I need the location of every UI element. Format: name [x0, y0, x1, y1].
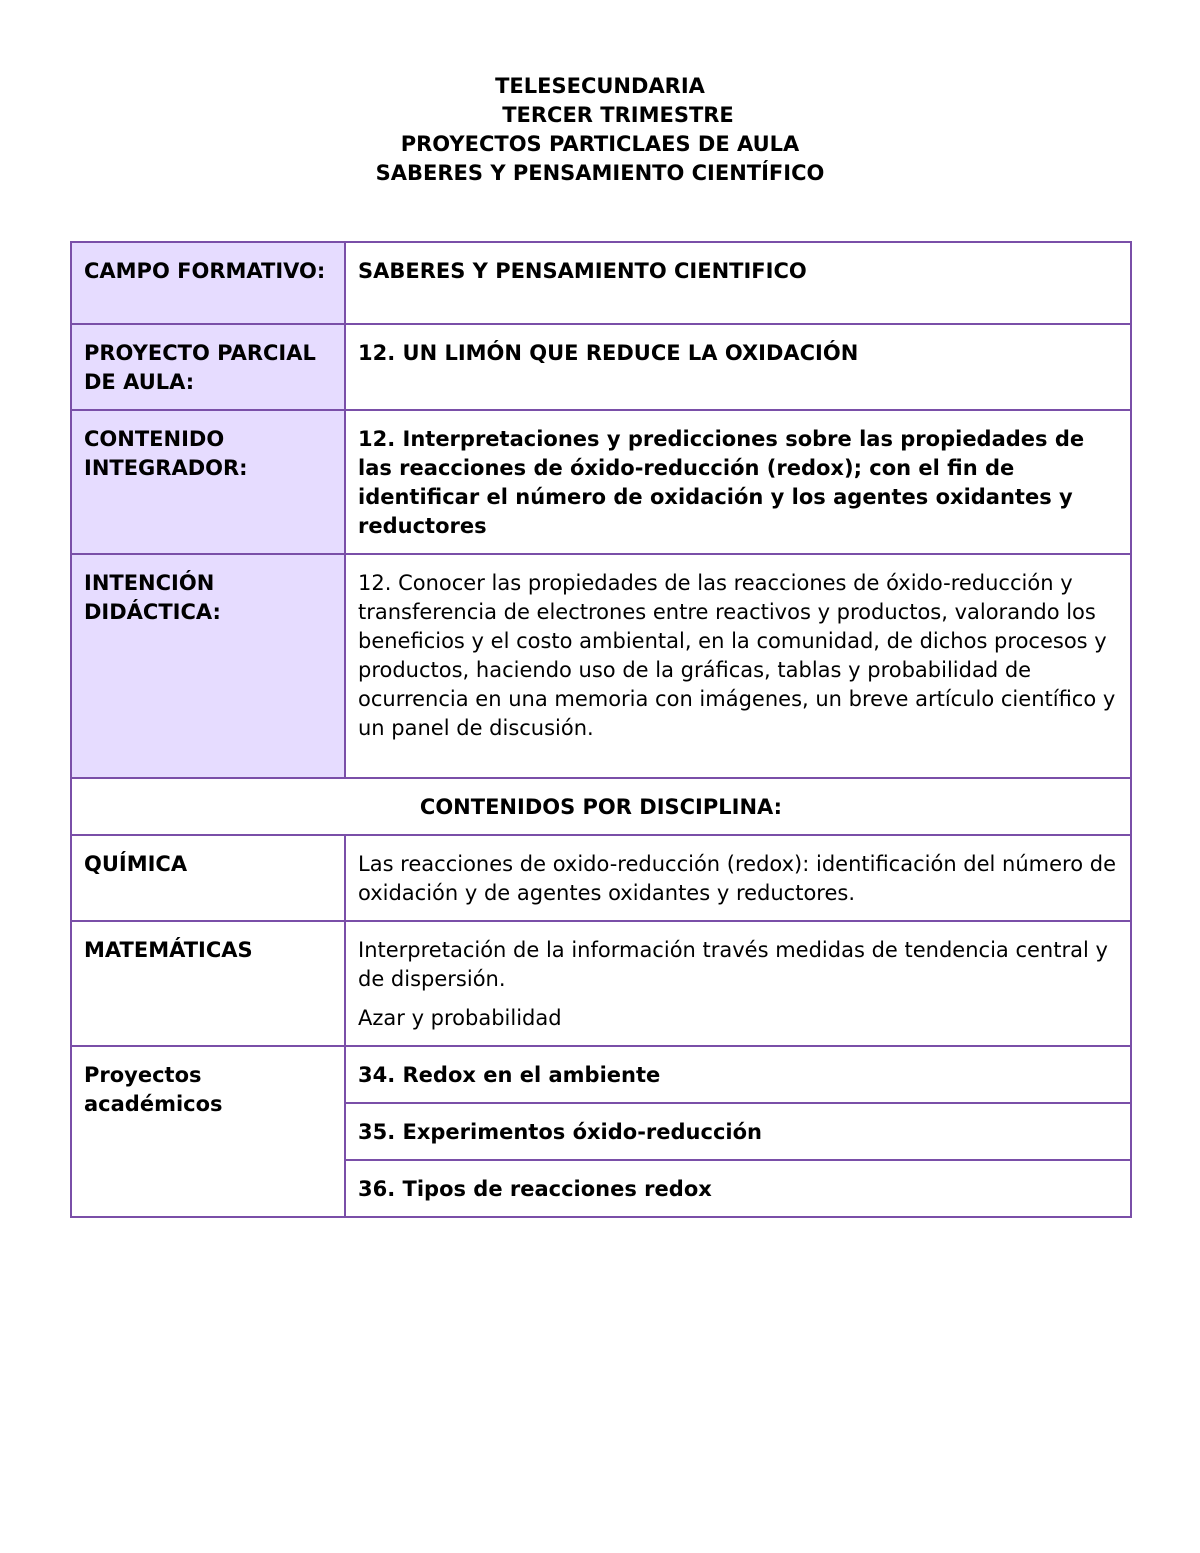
- proyecto-parcial-label: PROYECTO PARCIAL DE AULA:: [71, 324, 345, 410]
- proyecto-academico-item: 35. Experimentos óxido-reducción: [345, 1103, 1131, 1160]
- header-field: SABERES Y PENSAMIENTO CIENTÍFICO: [375, 161, 825, 185]
- project-table: [70, 241, 1132, 1218]
- matematicas-value-line1: Interpretación de la información través medidas de tendencia central y de dispersión.: [358, 938, 1108, 991]
- row-campo-formativo: [71, 242, 1131, 324]
- campo-formativo-value: SABERES Y PENSAMIENTO CIENTIFICO: [345, 242, 1131, 324]
- proyecto-parcial-value: 12. UN LIMÓN QUE REDUCE LA OXIDACIÓN: [345, 324, 1131, 410]
- row-intencion-didactica: [71, 554, 1131, 778]
- header-projects: PROYECTOS PARTICLAES DE AULA: [400, 132, 800, 156]
- row-proyecto-parcial: [71, 324, 1131, 410]
- header-trimester: TERCER TRIMESTRE: [502, 103, 734, 127]
- quimica-label: QUÍMICA: [71, 835, 345, 921]
- row-matematicas: [71, 921, 1131, 1046]
- quimica-value: Las reacciones de oxido-reducción (redox): identificación del número de oxidación y de agentes oxidantes y reductores.: [345, 835, 1131, 921]
- header-title: TELESECUNDARIA: [495, 74, 705, 98]
- row-quimica: [71, 835, 1131, 921]
- campo-formativo-label: CAMPO FORMATIVO:: [71, 242, 345, 324]
- proyectos-academicos-label: Proyectos académicos: [71, 1046, 345, 1217]
- intencion-didactica-value: 12. Conocer las propiedades de las reacciones de óxido-reducción y transferencia de electrones entre reactivos y productos, valorando los beneficios y el costo ambiental, en la comunidad, de dichos procesos y productos, haciendo uso de la gráficas, tablas y probabilidad de ocurrencia en una memoria con imágenes, un breve artículo científico y un panel de discusión.: [345, 554, 1131, 778]
- proyecto-academico-item: 34. Redox en el ambiente: [345, 1046, 1131, 1103]
- row-contenido-integrador: [71, 410, 1131, 554]
- contenido-integrador-label: CONTENIDO INTEGRADOR:: [71, 410, 345, 554]
- contenidos-disciplina-title: CONTENIDOS POR DISCIPLINA:: [71, 778, 1131, 835]
- proyecto-academico-item: 36. Tipos de reacciones redox: [345, 1160, 1131, 1217]
- matematicas-value-line2: Azar y probabilidad: [358, 1006, 562, 1030]
- document-header: [0, 72, 1200, 188]
- intencion-didactica-label: INTENCIÓN DIDÁCTICA:: [71, 554, 345, 778]
- matematicas-label: MATEMÁTICAS: [71, 921, 345, 1046]
- matematicas-value: [345, 921, 1131, 1046]
- contenido-integrador-value: 12. Interpretaciones y predicciones sobre las propiedades de las reacciones de óxido-reducción (redox); con el fin de identificar el número de oxidación y los agentes oxidantes y reductores: [345, 410, 1131, 554]
- row-proyectos-academicos-1: [71, 1046, 1131, 1103]
- row-contenidos-disciplina: [71, 778, 1131, 835]
